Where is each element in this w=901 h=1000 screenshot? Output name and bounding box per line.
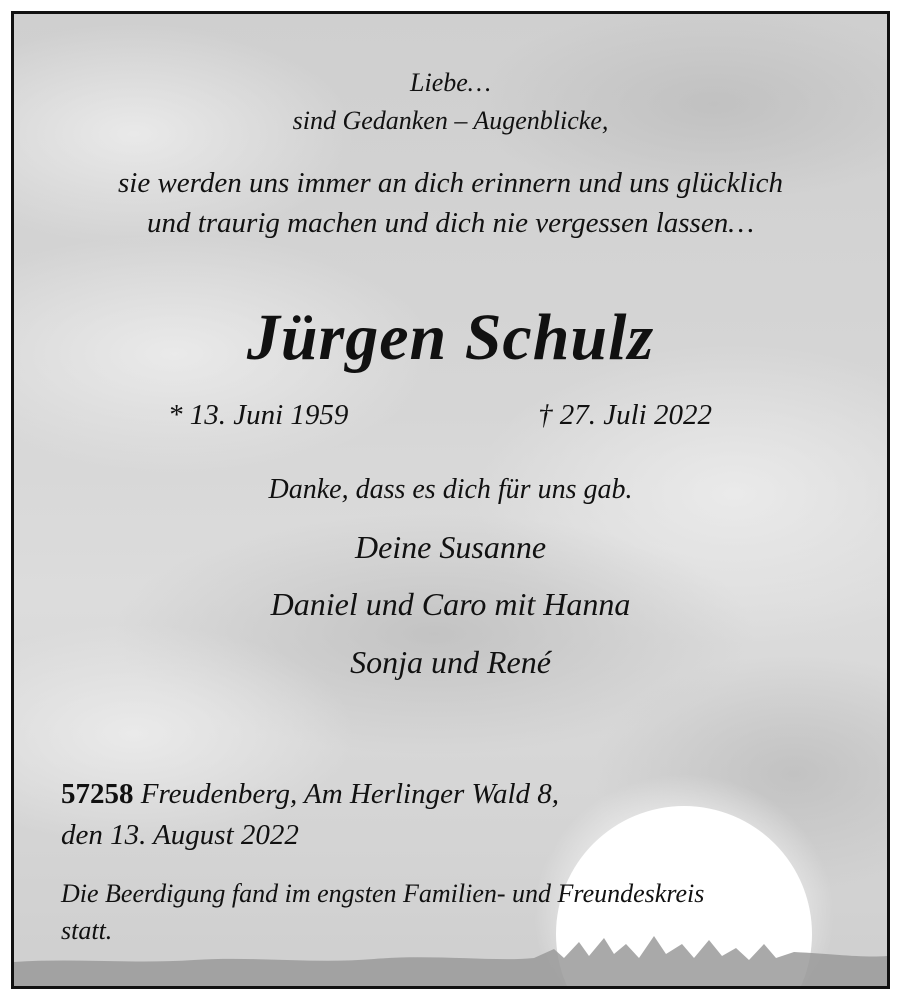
- thanks-line: Danke, dass es dich für uns gab.: [268, 474, 633, 505]
- family-member: Deine Susanne: [354, 529, 547, 565]
- verse-line: und traurig machen und dich nie vergessen lassen…: [146, 207, 755, 239]
- verse-line: Liebe…: [410, 68, 491, 97]
- family-member: Sonja und René: [350, 644, 551, 680]
- verse-line: sie werden uns immer an dich erinnern und uns glücklich: [117, 167, 784, 199]
- family-member: Daniel und Caro mit Hanna: [270, 586, 631, 622]
- postal-code: 57258: [61, 778, 134, 810]
- obituary-notice: [11, 11, 890, 989]
- birth-date: * 13. Juni 1959: [168, 399, 349, 431]
- deceased-name: Jürgen Schulz: [246, 301, 655, 374]
- address-line: [61, 778, 559, 811]
- address-street: Freudenberg, Am Herlinger Wald 8,: [140, 778, 560, 810]
- death-date: † 27. Juli 2022: [538, 399, 712, 431]
- verse-line: sind Gedanken – Augenblicke,: [292, 106, 609, 135]
- funeral-notice-line: Die Beerdigung fand im engsten Familien- und Freundeskreis: [61, 879, 705, 908]
- funeral-notice-line: statt.: [61, 916, 113, 945]
- address-date: den 13. August 2022: [61, 819, 299, 851]
